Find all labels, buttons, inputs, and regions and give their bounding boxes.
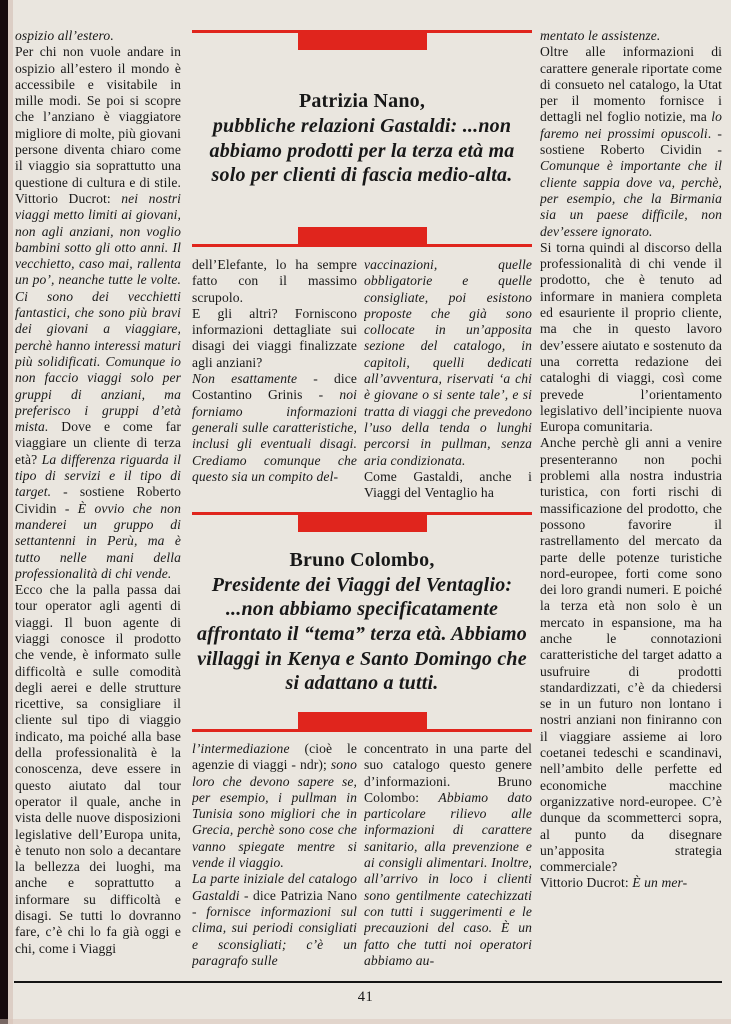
article-column-2-lower — [192, 741, 357, 979]
text-run: Vittorio Ducrot: — [540, 875, 633, 891]
scan-edge-bottom — [0, 1019, 731, 1024]
text-run: - sostiene Roberto Cividin - — [15, 484, 181, 516]
text-run: Per chi non vuole andare in ospizio all’estero il mondo è accessibile e visitabile in mille modi. Se poi si scopre che l’anziano è viaggiatore migliore di molte, più giovani persone diventa chiaro come il viaggio sia soprattutto una questione di cultura e di stile. Vittorio Ducrot: — [15, 44, 181, 206]
italic-run: mentato le assistenze. — [540, 28, 661, 43]
paragraph — [540, 435, 722, 875]
article-column-3-upper — [364, 257, 532, 509]
text-run: Come Gastaldi, anche i Viaggi del Ventaglio ha — [364, 468, 532, 501]
italic-run: La parte iniziale del catalogo Gastaldi — [192, 871, 357, 903]
article-column-2-upper — [192, 257, 357, 509]
article-column-1 — [15, 28, 181, 976]
pull-quote-bruno-colombo — [192, 512, 532, 732]
paragraph — [540, 44, 722, 240]
article-column-3-lower — [364, 741, 532, 979]
paragraph — [192, 371, 357, 485]
red-rule-bottom — [192, 729, 532, 732]
italic-run: Comunque è importante che il cliente sappia dove va, perchè, per esempio, che la Birmania sia un paese difficile, non dev’essere ignorato. — [540, 158, 722, 239]
italic-run: È ovvio che non manderei un gruppo di settantenni in Perù, ma è tutto nelle mani della professionalità di chi vende. — [15, 500, 181, 581]
quote-speaker: Bruno Colombo, — [289, 549, 435, 572]
italic-run: lo faremo nei prossimi opuscoli — [540, 109, 722, 141]
paragraph — [15, 44, 181, 582]
red-bar-top — [298, 33, 427, 50]
text-run: Ecco che la palla passa dai tour operator agli agenti di viaggi. Il buon agente di viaggi conosce il prodotto che vende, è informato sulle difficoltà e sulle comodità degli aerei e delle strutture ricettive, sa consigliare il cliente sul tipo di viaggio indicato, ma poiché alla base della professionalità è la conoscenza, deve essere in questo aiutato dal tour operator il quale, anche in vista delle nuove disposizioni legislative dell’Europa unita, è tenuto non solo a decantare la bellezza dei luoghi, ma anche e soprattutto a informare su difficoltà e disagi. Se tutti lo dovranno fare, c’è chi lo fa già oggi e chi, come i Viaggi — [15, 582, 181, 956]
text-run: E gli altri? Forniscono informazioni dettagliate sui disagi dei viaggi finalizzate agli anziani? — [192, 305, 357, 370]
scan-edge-left-shadow — [8, 0, 13, 1024]
paragraph — [540, 240, 722, 436]
text-run: (cioè le agenzie di viaggi - ndr); — [192, 741, 357, 773]
pull-quote-patrizia-nano — [192, 30, 532, 247]
text-run: - dice Costantino Grinis - — [192, 371, 357, 403]
paragraph — [540, 28, 722, 44]
footer-rule — [14, 981, 722, 983]
text-run: concentrato in una parte del suo catalogo questo genere d’informazioni. Bruno Colombo: — [364, 741, 532, 805]
text-run: . - sostiene Roberto Cividin - — [540, 125, 722, 158]
quote-body: Presidente dei Viaggi del Ventaglio: ...non abbiamo specificatamente affrontato il “tema” terza età. Abbiamo villaggi in Kenya e Santo Domingo che si adattano a tutti. — [196, 573, 528, 695]
italic-run: ospizio all’estero. — [15, 28, 114, 43]
paragraph — [364, 741, 532, 969]
red-rule-bottom — [192, 244, 532, 247]
page-number: 41 — [357, 989, 374, 1005]
paragraph — [192, 257, 357, 306]
text-run: Anche perchè gli anni a venire presenteranno non pochi problemi alla nostra industria turistica, con forti rischi di massificazione del prodotto, che possono favorire il rastrellamento del mercato da parte delle potenze turistiche nord-europee, forti come sono dei loro grandi numeri. E poiché la terza età non solo è un mercato in espansione, ma ha anche le connotazioni caratteristiche del target adatto a usufruire di prodotti standardizzati, c’è da chiedersi se in un futuro non lontano i nostri anziani non finiranno con il viaggiare assieme ai loro coetanei tedeschi e scandinavi, nell’ambito delle perfette ed economiche macchine organizzative nord-europee. C’è dunque da scommetterci sopra, al punto da disegnare un’apposita strategia commerciale? — [540, 435, 722, 875]
pull-quote-text — [192, 50, 532, 227]
scan-edge-left — [0, 0, 8, 1024]
text-run: dell’Elefante, lo ha sempre fatto con il massimo scrupolo. — [192, 257, 357, 305]
italic-run: Abbiamo dato particolare rilievo alle informazioni di carattere sanitario, alla prevenzione e ai consigli alimentari. Inoltre, all’arrivo in loco i clienti sono gentilmente catechizzati con tutti i suggerimenti e le precauzioni del caso. È un fatto che tutti noi operatori abbiamo au- — [364, 789, 532, 968]
paragraph — [540, 875, 722, 891]
paragraph — [15, 582, 181, 957]
red-bar-top — [298, 515, 427, 532]
pull-quote-text — [192, 532, 532, 712]
italic-run: La differenza riguarda il tipo di servizi e il tipo di target. — [15, 451, 181, 500]
paragraph — [364, 469, 532, 502]
red-bar-bottom — [298, 712, 427, 729]
italic-run: vaccinazioni, quelle obbligatorie e quelle consigliate, poi esistono proposte che già sono collocate in un’apposita sezione del catalogo, in capitoli, quelli dedicati all’avventura, riservati ‘a chi è giovane o si sente tale’, e si tratta di viaggi che prevedono l’uso della tenda o lunghi percorsi in pullman, senza aria condizionata. — [364, 257, 532, 468]
text-run: Dove e come far viaggiare un cliente di terza età? — [15, 419, 181, 467]
italic-run: l’intermediazione — [192, 741, 290, 756]
italic-run: noi forniamo informazioni generali sulle caratteristiche, inclusi gli eventuali disagi. Crediamo comunque che questo sia un compito del- — [192, 387, 357, 484]
quote-body: pubbliche relazioni Gastaldi: ...non abbiamo prodotti per la terza età ma solo per clienti di fascia medio-alta. — [209, 114, 515, 187]
italic-run: fornisce informazioni sul clima, sui periodi consigliati e sconsigliati; c’è un paragrafo sulle — [192, 903, 357, 968]
text-run: - dice Patrizia Nano - — [192, 887, 357, 919]
text-run: Si torna quindi al discorso della professionalità di chi vende il prodotto, che è tenuto ad informare in maniera completa ed esauriente il proprio cliente, ma che in questo lavoro dev’essere aiutato e sostenuto da una corretta redazione dei cataloghi di viaggi, così come prevede l’orientamento legislativo dell’incipiente nuova Europa comunitaria. — [540, 239, 722, 435]
article-column-4 — [540, 28, 722, 976]
paragraph — [192, 741, 357, 871]
paragraph — [192, 871, 357, 969]
paragraph — [15, 28, 181, 44]
paragraph — [192, 306, 357, 371]
text-run: Oltre alle informazioni di carattere generale riportate come di consueto nel catalogo, la Utat per il momento fornisce i dettagli nel foglio notizie, ma — [540, 44, 722, 125]
italic-run: sono loro che devono sapere se, per esempio, i pullman in Tunisia sono migliori che in Grecia, perchè sono cose che vanno spiegate mentre si vende il viaggio. — [192, 757, 357, 871]
italic-run: nei nostri viaggi metto limiti ai giovani, non agli anziani, non voglio bambini sotto gli otto anni. Il vecchietto, caso mai, rallenta un po’, neanche tutte le volte. Ci sono dei vecchietti fantastici, che sono più bravi dei giovani a viaggiare, perchè hanno interessi maturi più solidificati. Comunque io non faccio viaggi solo per gruppi di anziani, ma preferisco i gruppi d’età mista. — [15, 190, 181, 435]
italic-run: È un mer- — [632, 875, 688, 891]
quote-speaker: Patrizia Nano, — [298, 90, 426, 113]
paragraph — [364, 257, 532, 469]
red-bar-bottom — [298, 227, 427, 244]
italic-run: Non esattamente — [192, 371, 298, 387]
